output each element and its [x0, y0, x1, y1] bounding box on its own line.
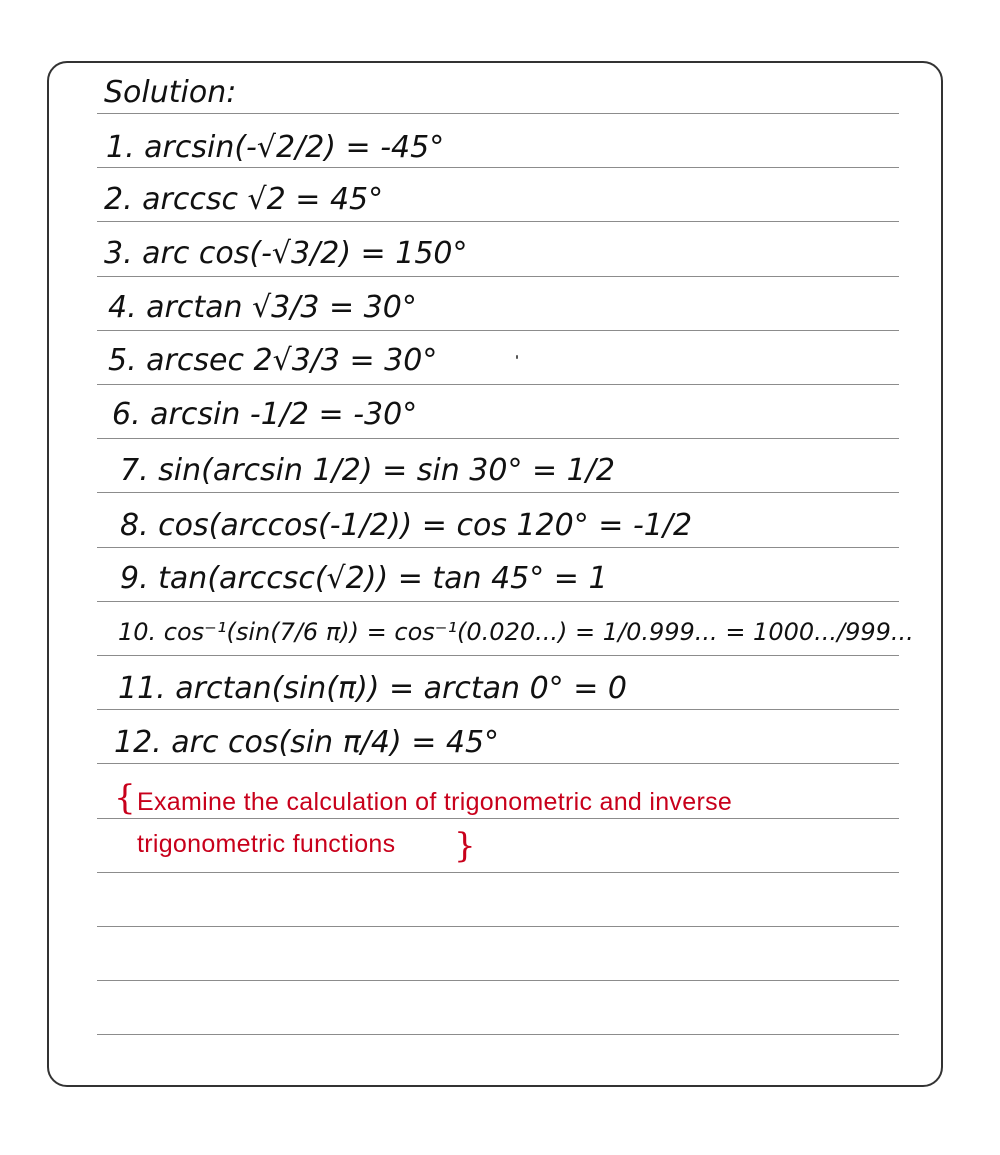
problem-8: 8. cos(arccos(-1/2)) = cos 120° = -1/2: [120, 508, 693, 543]
ruled-line: [97, 601, 899, 602]
problem-11: 11. arctan(sin(π)) = arctan 0° = 0: [118, 671, 627, 706]
ruled-line: [97, 113, 899, 114]
ruled-line: [97, 547, 899, 548]
solution-heading: Solution:: [104, 75, 237, 110]
ruled-line: [97, 655, 899, 656]
problem-9: 9. tan(arccsc(√2)) = tan 45° = 1: [120, 561, 608, 596]
problem-4: 4. arctan √3/3 = 30°: [108, 290, 417, 325]
problem-5: 5. arcsec 2√3/3 = 30°: [108, 343, 438, 378]
ruled-line: [97, 492, 899, 493]
note-line-2: trigonometric functions: [137, 830, 396, 858]
ruled-line: [97, 221, 899, 222]
ruled-line: [97, 438, 899, 439]
problem-7: 7. sin(arcsin 1/2) = sin 30° = 1/2: [120, 453, 615, 488]
ruled-line: [97, 167, 899, 168]
ruled-line: [97, 763, 899, 764]
problem-1: 1. arcsin(-√2/2) = -45°: [106, 130, 445, 165]
problem-10: 10. cos⁻¹(sin(7/6 π)) = cos⁻¹(0.020...) = 1/0.999... = 1000.../999...: [118, 618, 914, 646]
ruled-line: [97, 1034, 899, 1035]
ruled-line: [97, 384, 899, 385]
ruled-line: [97, 980, 899, 981]
stray-pen-mark: [516, 355, 518, 359]
problem-3: 3. arc cos(-√3/2) = 150°: [104, 236, 468, 271]
note-open-brace: {: [114, 778, 136, 818]
problem-2: 2. arccsc √2 = 45°: [104, 182, 384, 217]
ruled-line: [97, 709, 899, 710]
note-line-1: Examine the calculation of trigonometric and inverse: [137, 788, 733, 816]
ruled-line: [97, 330, 899, 331]
ruled-line: [97, 818, 899, 819]
ruled-line: [97, 872, 899, 873]
problem-6: 6. arcsin -1/2 = -30°: [112, 397, 418, 432]
ruled-line: [97, 276, 899, 277]
ruled-line: [97, 926, 899, 927]
note-close-brace: }: [454, 826, 476, 866]
problem-12: 12. arc cos(sin π/4) = 45°: [114, 725, 500, 760]
